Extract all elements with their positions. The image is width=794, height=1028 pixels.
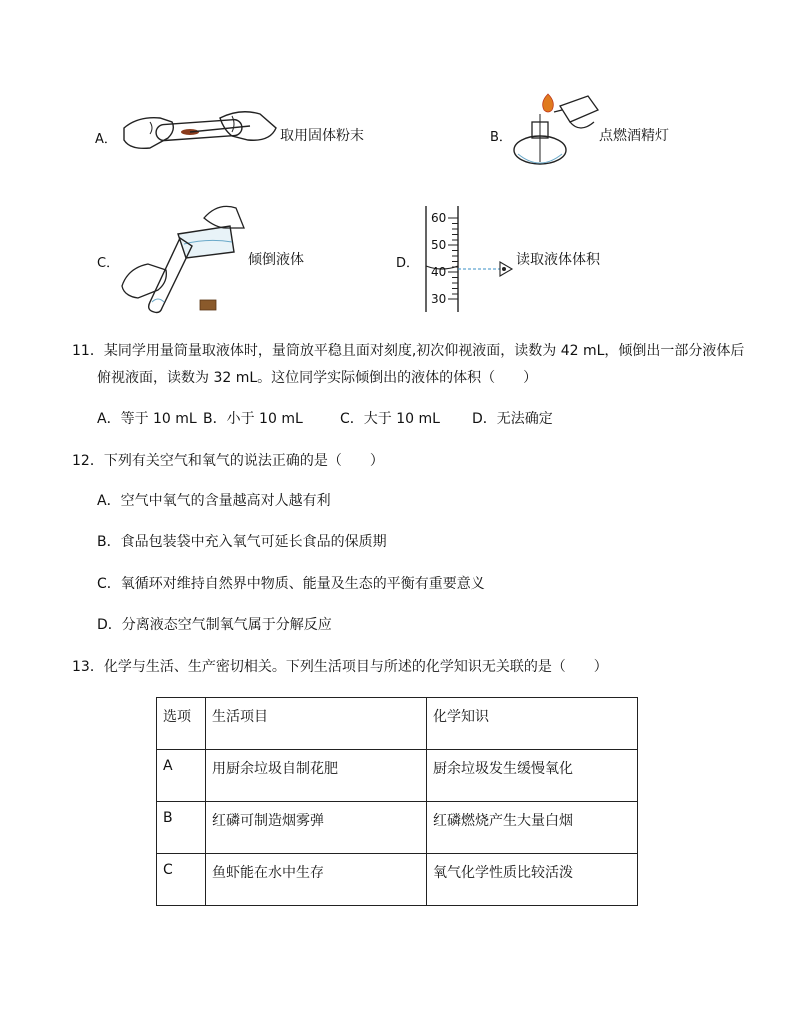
q11-stem-line1: 11．某同学用量筒量取液体时，量筒放平稳且面对刻度,初次仰视液面，读数为 42 mL，倾倒出一部分液体后 xyxy=(72,343,745,359)
table-cell: 氧气化学性质比较活泼 xyxy=(427,854,638,906)
table-cell: B xyxy=(157,802,206,854)
table-row xyxy=(157,802,638,854)
option-c-caption: 倾倒液体 xyxy=(248,252,304,268)
option-c-letter: C． xyxy=(97,256,120,271)
option-b-caption: 点燃酒精灯 xyxy=(599,128,669,144)
option-a-letter: A． xyxy=(95,132,117,147)
option-d-caption: 读取液体体积 xyxy=(516,252,600,268)
table-cell: 用厨余垃圾自制花肥 xyxy=(206,750,427,802)
q11-option-c: C．大于 10 mL xyxy=(340,411,440,427)
table-row xyxy=(157,854,638,906)
q12-option-d: D．分离液态空气制氧气属于分解反应 xyxy=(97,617,332,633)
alcohol-lamp-lighting-illustration xyxy=(510,92,602,180)
table-header-cell: 选项 xyxy=(157,698,206,750)
table-cell: 红磷燃烧产生大量白烟 xyxy=(427,802,638,854)
q12-option-c: C．氧循环对维持自然界中物质、能量及生态的平衡有重要意义 xyxy=(97,576,485,592)
q11-option-a: A．等于 10 mL xyxy=(97,411,197,427)
option-d-letter: D． xyxy=(396,256,420,271)
table-cell: 鱼虾能在水中生存 xyxy=(206,854,427,906)
q13-stem: 13．化学与生活、生产密切相关。下列生活项目与所述的化学知识无关联的是（ ） xyxy=(72,659,608,675)
option-b-letter: B． xyxy=(490,130,512,145)
q13-knowledge-table xyxy=(156,697,638,906)
powder-taking-illustration xyxy=(120,108,280,158)
table-cell: 厨余垃圾发生缓慢氧化 xyxy=(427,750,638,802)
table-cell: 红磷可制造烟雾弹 xyxy=(206,802,427,854)
table-cell: C xyxy=(157,854,206,906)
q12-option-a: A．空气中氧气的含量越高对人越有利 xyxy=(97,493,331,509)
q11-stem-line2: 俯视液面，读数为 32 mL。这位同学实际倾倒出的液体的体积（ ） xyxy=(97,370,538,386)
cylinder-tick-30: 30 xyxy=(431,292,447,306)
q11-option-b: B．小于 10 mL xyxy=(203,411,303,427)
table-cell: A xyxy=(157,750,206,802)
q11-option-d: D．无法确定 xyxy=(472,411,553,427)
table-header-cell: 生活项目 xyxy=(206,698,427,750)
cylinder-tick-50: 50 xyxy=(431,238,447,252)
table-header-row xyxy=(157,698,638,750)
table-row xyxy=(157,750,638,802)
q12-option-b: B．食品包装袋中充入氧气可延长食品的保质期 xyxy=(97,534,387,550)
q12-stem: 12．下列有关空气和氧气的说法正确的是（ ） xyxy=(72,453,384,469)
table-header-cell: 化学知识 xyxy=(427,698,638,750)
pouring-liquid-illustration xyxy=(118,198,246,322)
option-a-caption: 取用固体粉末 xyxy=(280,128,364,144)
cylinder-tick-60: 60 xyxy=(431,211,447,225)
cylinder-tick-40: 40 xyxy=(431,265,447,279)
